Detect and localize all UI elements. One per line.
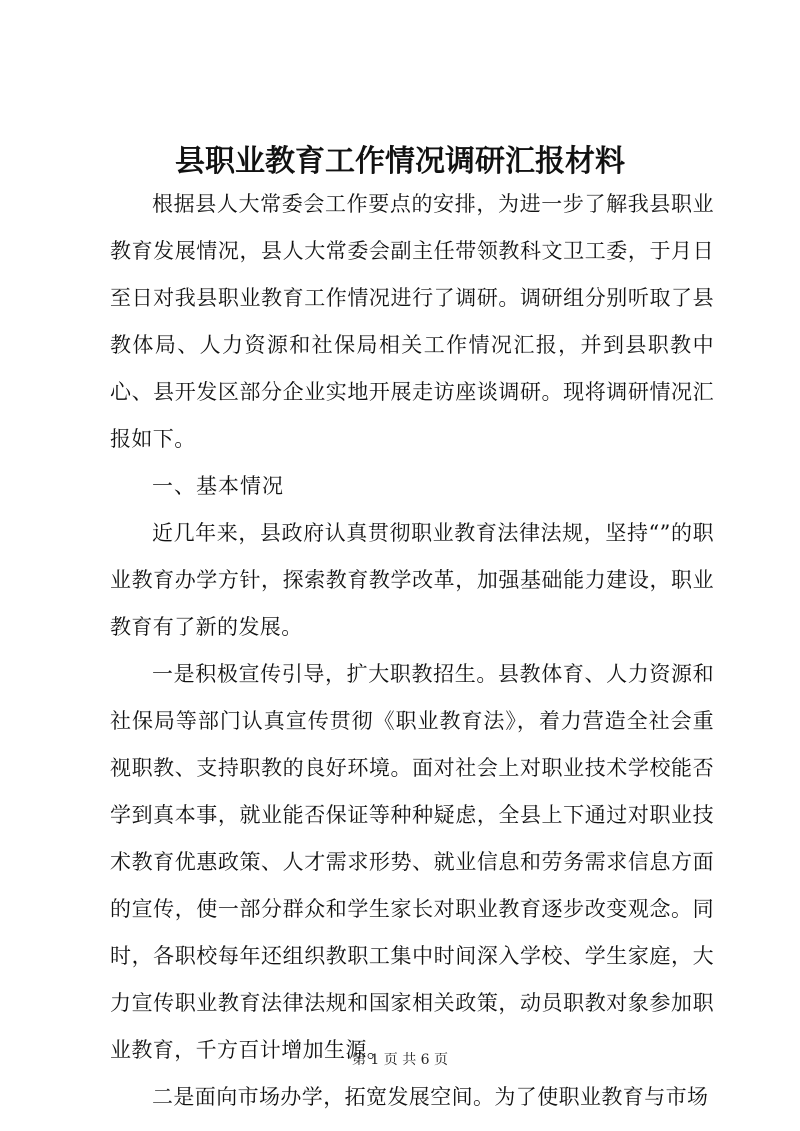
document-body [110, 181, 714, 1121]
document-title: 县职业教育工作情况调研汇报材料 [175, 144, 625, 179]
paragraph-point-one: 一是积极宣传引导，扩大职教招生。县教体育、人力资源和社保局等部门认真宣传贯彻《职业教育法》，着力营造全社会重视职教、支持职教的良好环境。面对社会上对职业技术学校能否学到真本事，就业能否保证等种种疑虑，全县上下通过对职业技术教育优惠政策、人才需求形势、就业信息和劳务需求信息方面的宣传，使一部分群众和学生家长对职业教育逐步改变观念。同时，各职校每年还组织教职工集中时间深入学校、学生家庭，大力宣传职业教育法律法规和国家相关政策，动员职教对象参加职业教育，千方百计增加生源。 [110, 662, 714, 1062]
paragraph-point-two: 二是面向市场办学，拓宽发展空间。为了使职业教育与市场 [152, 1085, 709, 1109]
section-heading-basic-situation: 一、基本情况 [152, 474, 284, 498]
paragraph-intro: 根据县人大常委会工作要点的安排，为进一步了解我县职业教育发展情况，县人大常委会副主任带领教科文卫工委，于月日至日对我县职业教育工作情况进行了调研。调研组分别听取了县教体局、人力资源和社保局相关工作情况汇报，并到县职教中心、县开发区部分企业实地开展走访座谈调研。现将调研情况汇报如下。 [110, 192, 714, 451]
page-number-footer: 第 1 页 共 6 页 [351, 1052, 449, 1068]
paragraph-overview: 近几年来，县政府认真贯彻职业教育法律法规，坚持“”的职业教育办学方针，探索教育教学改革，加强基础能力建设，职业教育有了新的发展。 [110, 521, 714, 639]
